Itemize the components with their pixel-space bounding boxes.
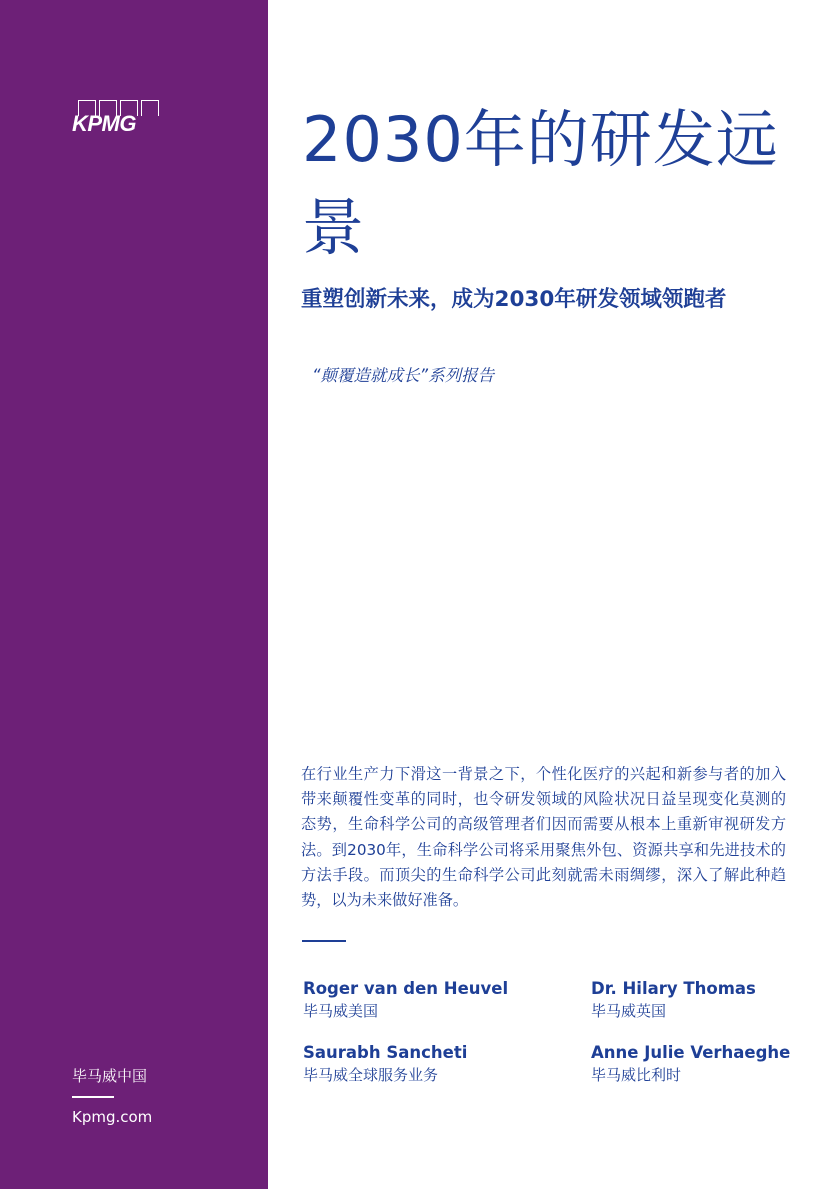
author-name: Dr. Hilary Thomas: [591, 979, 756, 998]
logo-text: KPMG: [72, 111, 136, 136]
footer-divider: [72, 1096, 114, 1098]
org-name-cn: 毕马威中国: [72, 1067, 148, 1085]
author-card: [303, 977, 508, 1022]
sidebar-footer: [72, 1066, 152, 1127]
author-org: 毕马威比利时: [591, 1066, 682, 1084]
author-card: [591, 977, 756, 1022]
page-subtitle: 重塑创新未来，成为2030年研发领域领跑者: [301, 287, 727, 312]
section-divider: [302, 940, 346, 942]
author-org: 毕马威英国: [591, 1002, 667, 1020]
intro-paragraph: 在行业生产力下滑这一背景之下，个性化医疗的兴起和新参与者的加入带来颠覆性变革的同时，也令研发领域的风险状况日益呈现变化莫测的态势，生命科学公司的高级管理者们因而需要从根本上重新审视研发方法。到2030年，生命科学公司将采用聚焦外包、资源共享和先进技术的方法手段。而顶尖的生命科学公司此刻就需未雨绸缪，深入了解此种趋势，以为未来做好准备。: [301, 765, 786, 910]
author-org: 毕马威美国: [303, 1002, 379, 1020]
author-card: [303, 1041, 467, 1086]
author-name: Saurabh Sancheti: [303, 1043, 468, 1062]
sidebar-panel: [0, 0, 268, 1189]
series-label: “颠覆造就成长”系列报告: [312, 366, 495, 385]
author-org: 毕马威全球服务业务: [303, 1066, 439, 1084]
author-name: Anne Julie Verhaeghe: [591, 1043, 791, 1062]
author-name: Roger van den Heuvel: [303, 979, 509, 998]
author-card: [591, 1041, 790, 1086]
website-link[interactable]: Kpmg.com: [72, 1107, 153, 1126]
page-title: 2030年的研发远景: [302, 103, 779, 264]
kpmg-logo: [72, 100, 162, 140]
